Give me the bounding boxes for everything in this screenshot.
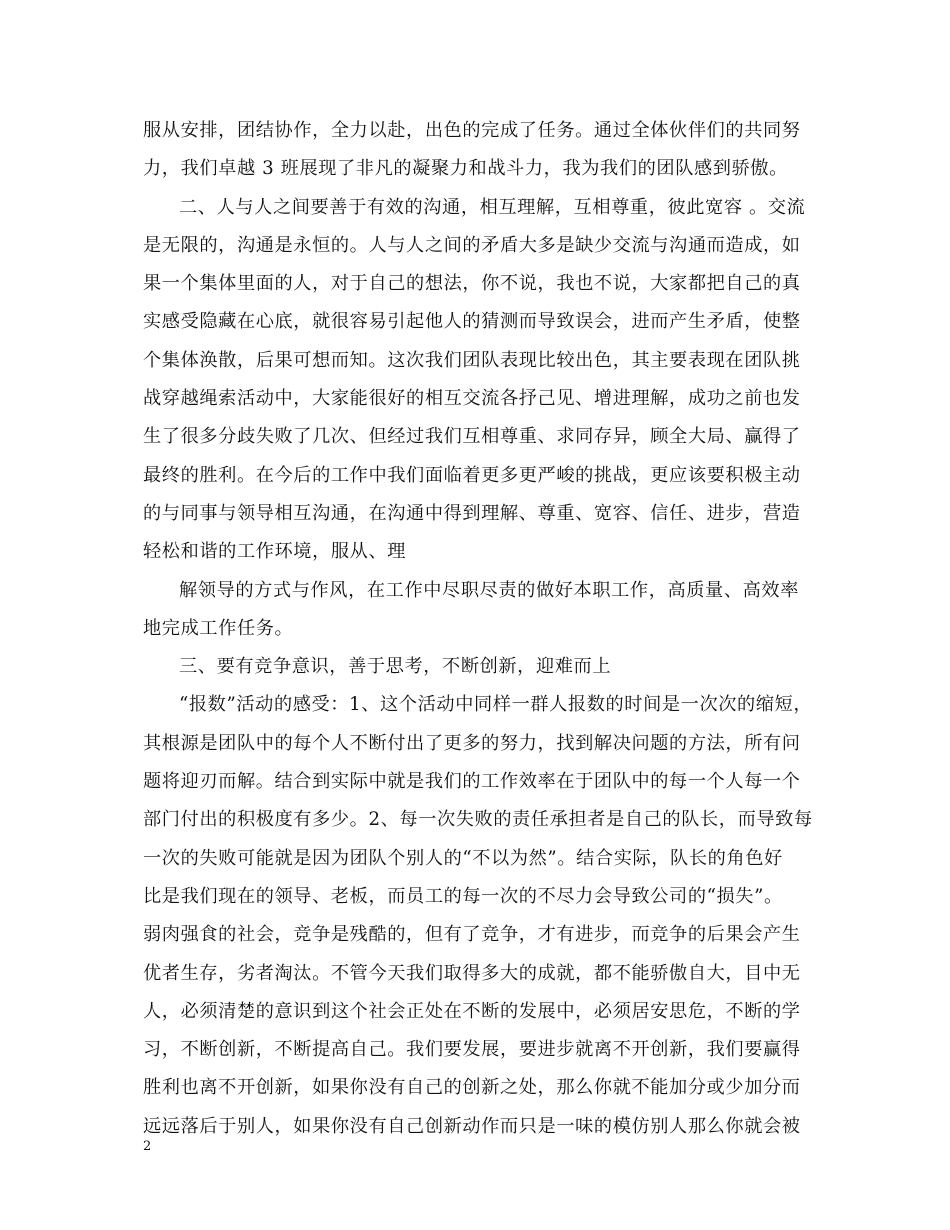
- text-line: 力，我们卓越 3 班展现了非凡的凝聚力和战斗力，我为我们的团队感到骄傲。: [143, 158, 788, 180]
- text-line: 其根源是团队中的每个人不断付出了更多的努力，找到解决问题的方法，所有问: [143, 732, 801, 754]
- text-line: 最终的胜利。在今后的工作中我们面临着更多更严峻的挑战，更应该要积极主动: [143, 464, 801, 486]
- text-line: 解领导的方式与作风，在工作中尽职尽责的做好本职工作，高质量、高效率: [179, 579, 799, 601]
- text-line: 地完成工作任务。: [143, 617, 294, 639]
- text-line: 弱肉强食的社会，竞争是残酷的，但有了竞争，才有进步，而竞争的后果会产生: [143, 924, 801, 946]
- text-line: 实感受隐藏在心底，就很容易引起他人的猜测而导致误会，进而产生矛盾，使整: [143, 311, 801, 333]
- text-line: 胜利也离不开创新，如果你没有自己的创新之处，那么你就不能加分或少加分而: [143, 1077, 801, 1099]
- text-line: 部门付出的积极度有多少。2、每一次失败的责任承担者是自己的队长，而导致每: [143, 809, 813, 831]
- text-line: 战穿越绳索活动中，大家能很好的相互交流各抒己见、增进理解，成功之前也发: [143, 388, 801, 410]
- text-line: 服从安排，团结协作，全力以赴，出色的完成了任务。通过全体伙伴们的共同努: [143, 120, 801, 141]
- text-line: 生了很多分歧失败了几次、但经过我们互相尊重、求同存异，顾全大局、赢得了: [143, 426, 801, 448]
- text-line: 果一个集体里面的人，对于自己的想法，你不说，我也不说，大家都把自己的真: [143, 273, 801, 295]
- text-line: 个集体涣散，后果可想而知。这次我们团队表现比较出色，其主要表现在团队挑: [143, 349, 801, 371]
- text-line: “报数”活动的感受：1、这个活动中同样一群人报数的时间是一次次的缩短，: [179, 694, 813, 716]
- text-line: 优者生存，劣者淘汰。不管今天我们取得多大的成就，都不能骄傲自大，目中无: [143, 962, 801, 984]
- text-line: 是无限的，沟通是永恒的。人与人之间的矛盾大多是缺少交流与沟通而造成，如: [143, 234, 801, 256]
- text-line: 题将迎刃而解。结合到实际中就是我们的工作效率在于团队中的每一个人每一个: [143, 771, 801, 793]
- text-line: 远远落后于别人，如果你没有自己创新动作而只是一味的模仿别人那么你就会被: [143, 1115, 801, 1137]
- document-body: [143, 112, 813, 1146]
- text-line: 一次的失败可能就是因为团队个别人的“不以为然”。结合实际，队长的角色好: [143, 847, 783, 869]
- text-line: 比是我们现在的领导、老板，而员工的每一次的不尽力会导致公司的“损失”。: [143, 885, 783, 907]
- text-line: 轻松和谐的工作环境，服从、理: [143, 541, 407, 563]
- page-number: 2: [143, 1139, 152, 1154]
- text-line: 习，不断创新，不断提高自己。我们要发展，要进步就离不开创新，我们要赢得: [143, 1039, 801, 1061]
- text-line: 人，必须清楚的意识到这个社会正处在不断的发展中，必须居安思危，不断的学: [143, 1000, 801, 1022]
- section-heading-line: 三、要有竞争意识，善于思考，不断创新，迎难而上: [179, 656, 612, 678]
- section-heading-line: 二、人与人之间要善于有效的沟通，相互理解，互相尊重，彼此宽容 。交流: [179, 196, 806, 218]
- text-line: 的与同事与领导相互沟通，在沟通中得到理解、尊重、宽容、信任、进步，营造: [143, 502, 801, 524]
